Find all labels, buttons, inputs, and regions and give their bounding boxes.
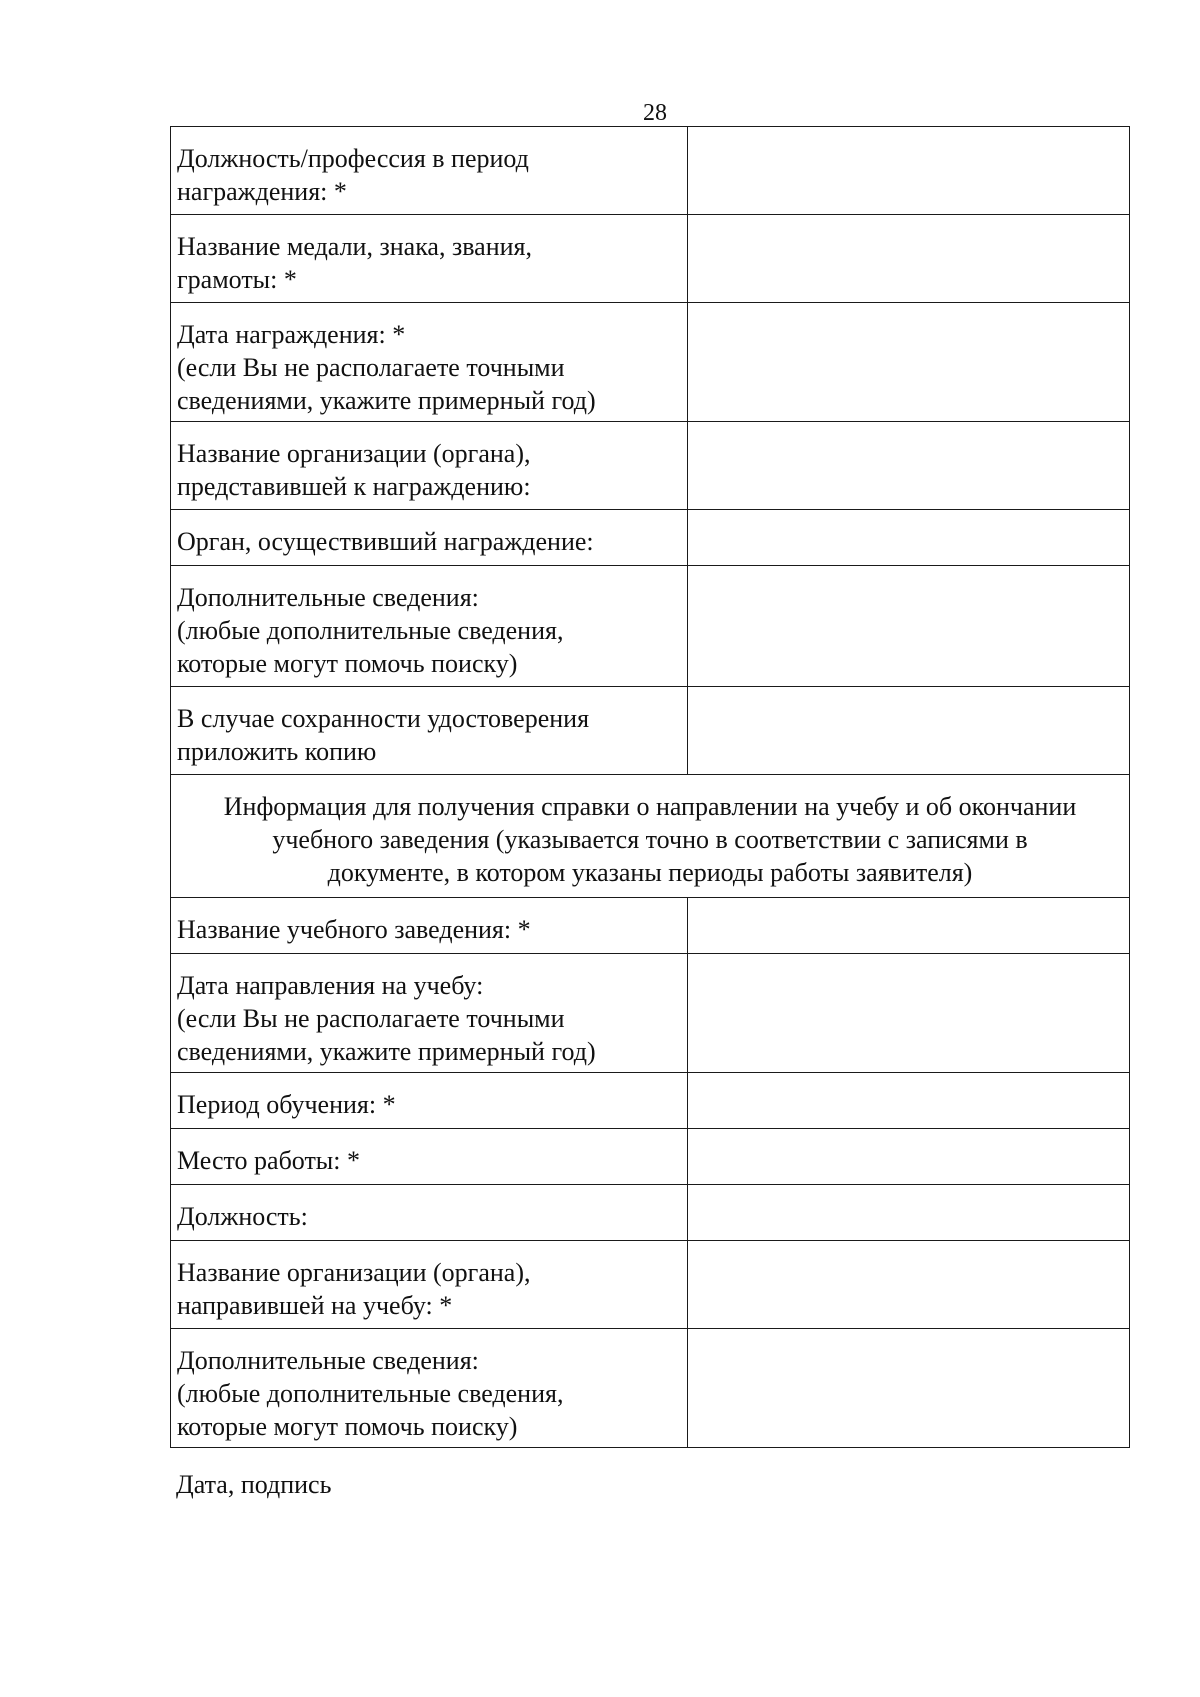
field-value-additional-info-education[interactable]	[688, 1329, 1130, 1448]
section-header-row	[171, 775, 1130, 898]
field-label-position: Должность:	[171, 1185, 688, 1241]
field-label-study-referral-date: Дата направления на учебу: (если Вы не располагаете точными сведениями, укажите примерный год)	[171, 954, 688, 1073]
table-row	[171, 954, 1130, 1073]
table-row	[171, 1073, 1130, 1129]
field-label-additional-info-award: Дополнительные сведения: (любые дополнительные сведения, которые могут помочь поиску)	[171, 566, 688, 687]
field-value-nominating-organization[interactable]	[688, 422, 1130, 510]
field-label-study-period: Период обучения: *	[171, 1073, 688, 1129]
field-value-awarding-body[interactable]	[688, 510, 1130, 566]
field-label-awarding-body: Орган, осуществивший награждение:	[171, 510, 688, 566]
table-row	[171, 215, 1130, 303]
section-header-education: Информация для получения справки о направлении на учебу и об окончании учебного заведения (указывается точно в соответствии с записями в документе, в котором указаны периоды работы заявителя)	[171, 775, 1130, 898]
table-row	[171, 303, 1130, 422]
field-label-award-name: Название медали, знака, звания, грамоты: *	[171, 215, 688, 303]
field-value-institution-name[interactable]	[688, 898, 1130, 954]
field-value-position[interactable]	[688, 1185, 1130, 1241]
table-row	[171, 687, 1130, 775]
table-row	[171, 127, 1130, 215]
table-row	[171, 1129, 1130, 1185]
field-label-position-at-award: Должность/профессия в период награждения: *	[171, 127, 688, 215]
table-row	[171, 510, 1130, 566]
field-label-nominating-organization: Название организации (органа), представившей к награждению:	[171, 422, 688, 510]
field-value-position-at-award[interactable]	[688, 127, 1130, 215]
table-row	[171, 1185, 1130, 1241]
table-row	[171, 566, 1130, 687]
page-number: 28	[643, 100, 667, 126]
field-label-certificate-copy: В случае сохранности удостоверения приложить копию	[171, 687, 688, 775]
field-label-institution-name: Название учебного заведения: *	[171, 898, 688, 954]
field-value-certificate-copy[interactable]	[688, 687, 1130, 775]
field-value-study-period[interactable]	[688, 1073, 1130, 1129]
field-value-additional-info-award[interactable]	[688, 566, 1130, 687]
table-row	[171, 898, 1130, 954]
field-value-study-referral-date[interactable]	[688, 954, 1130, 1073]
date-signature-label: Дата, подпись	[176, 1470, 332, 1499]
table-row	[171, 422, 1130, 510]
table-row	[171, 1241, 1130, 1329]
application-form-table	[170, 126, 1130, 1448]
table-row	[171, 1329, 1130, 1448]
field-label-referring-organization: Название организации (органа), направившей на учебу: *	[171, 1241, 688, 1329]
field-value-referring-organization[interactable]	[688, 1241, 1130, 1329]
field-label-workplace: Место работы: *	[171, 1129, 688, 1185]
field-label-additional-info-education: Дополнительные сведения: (любые дополнительные сведения, которые могут помочь поиску)	[171, 1329, 688, 1448]
field-value-workplace[interactable]	[688, 1129, 1130, 1185]
field-label-award-date: Дата награждения: * (если Вы не располагаете точными сведениями, укажите примерный год)	[171, 303, 688, 422]
field-value-award-date[interactable]	[688, 303, 1130, 422]
field-value-award-name[interactable]	[688, 215, 1130, 303]
